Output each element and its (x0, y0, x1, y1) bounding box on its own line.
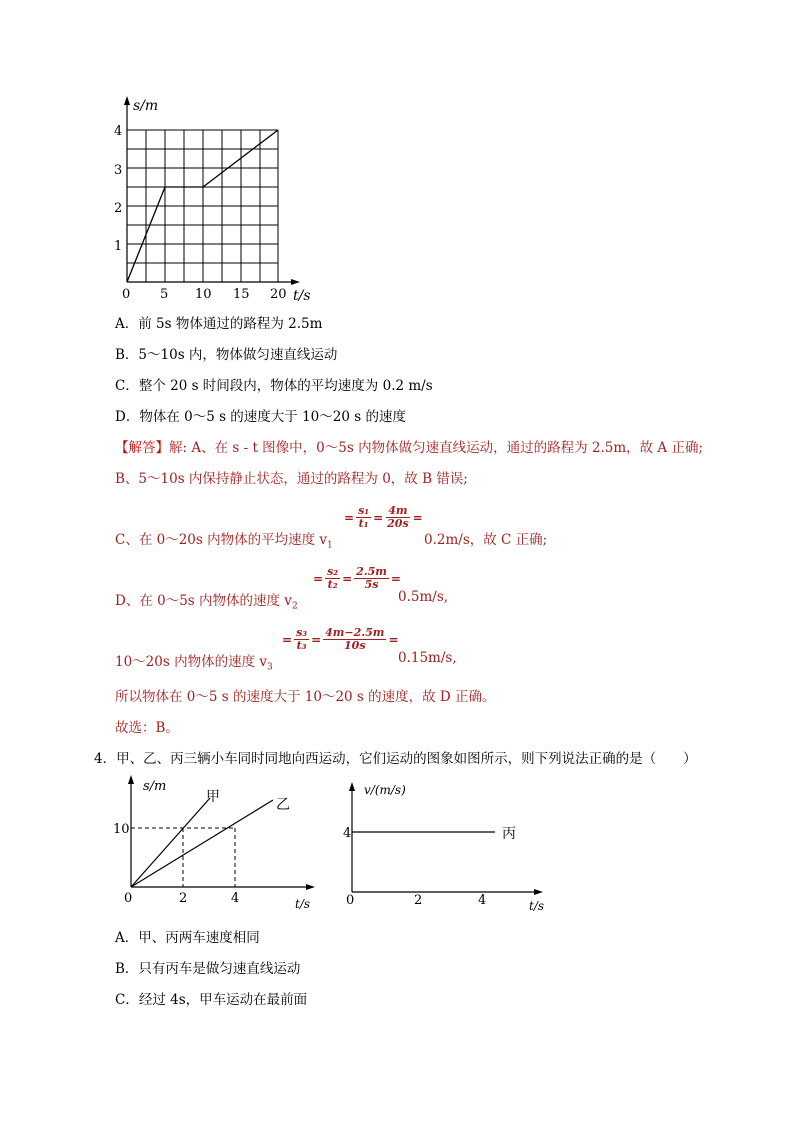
x-axis-label: t/s (295, 897, 311, 911)
x-tick-2: 2 (179, 891, 188, 906)
frac-e-1: $\frac{\text{s₃}}{\text{t₃}}$ (296, 626, 308, 652)
option-a: A．前 5s 物体通过的路程为 2.5m (115, 316, 323, 332)
grid (127, 130, 278, 282)
x-tick-15: 15 (233, 287, 250, 302)
option-d: D．物体在 0～5 s 的速度大于 10～20 s 的速度 (115, 409, 406, 425)
y-tick-1: 1 (114, 239, 123, 254)
frac-d-2: $\frac{2.5m}{5s}$ (356, 565, 387, 591)
line-yi (131, 800, 273, 887)
q4-option-b: B．只有丙车是做匀速直线运动 (115, 961, 301, 977)
y-tick-10: 10 (113, 822, 130, 837)
x-axis-label: t/s (293, 288, 311, 304)
solution-c-result: 0.2m/s，故 C 正确; (424, 532, 548, 548)
x-axis-label: t/s (529, 899, 545, 913)
option-b: B．5～10s 内，物体做匀速直线运动 (115, 347, 338, 363)
x-tick-4: 4 (231, 891, 240, 906)
formula-d: = $\frac{\text{s₂}}{\text{t₂}}$ = $\frac{2.5m}{5s}$ = (313, 565, 401, 591)
question-4-text: 4．甲、乙、丙三辆小车同时同地向西运动，它们运动的图象如图所示，则下列说法正确的是（ ） (94, 751, 697, 767)
solution-line-e (115, 650, 273, 673)
frac-c-2: $\frac{4m}{20s}$ (387, 504, 409, 530)
y-tick-3: 3 (114, 163, 123, 178)
solution-e-sub: 3 (267, 662, 273, 673)
y-tick-2: 2 (114, 201, 123, 216)
option-c: C．整个 20 s 时间段内，物体的平均速度为 0.2 m/s (115, 378, 433, 394)
x-tick-0: 0 (346, 893, 355, 908)
graph-q4-s-t (110, 770, 325, 915)
x-tick-5: 5 (160, 287, 169, 302)
x-tick-4: 4 (478, 893, 487, 908)
y-tick-4: 4 (114, 124, 123, 139)
frac-d-1: $\frac{\text{s₂}}{\text{t₂}}$ (327, 565, 339, 591)
y-tick-4: 4 (343, 826, 352, 841)
solution-e-text: 10～20s 内物体的速度 v (115, 654, 267, 670)
label-yi: 乙 (276, 797, 290, 813)
graph-q4-v-t (330, 770, 550, 915)
solution-line-c (115, 528, 333, 551)
x-tick-0: 0 (124, 891, 133, 906)
y-axis-label: v/(m/s) (364, 783, 406, 797)
solution-e-result: 0.15m/s, (398, 650, 457, 666)
x-tick-0: 0 (122, 287, 131, 302)
x-tick-10: 10 (195, 287, 212, 302)
frac-e-2: $\frac{4m-2.5m}{10s}$ (325, 626, 385, 652)
solution-c-sub: 1 (327, 540, 333, 551)
formula-c: = $\frac{\text{s₁}}{\text{t₁}}$ = $\frac{4m}{20s}$ = (344, 504, 423, 530)
graph-s-t (100, 90, 330, 305)
solution-conclusion: 所以物体在 0～5 s 的速度大于 10～20 s 的速度，故 D 正确。 (115, 689, 496, 705)
line-jia (131, 798, 210, 887)
q4-option-c: C．经过 4s，甲车运动在最前面 (115, 992, 308, 1008)
solution-d-text: D、在 0～5s 内物体的速度 v (115, 593, 292, 609)
solution-d-result: 0.5m/s, (398, 589, 449, 605)
label-jia: 甲 (206, 789, 220, 805)
y-axis-label: s/m (143, 779, 167, 794)
solution-line-d (115, 589, 298, 612)
solution-d-sub: 2 (291, 601, 298, 612)
solution-answer: 故选：B。 (115, 720, 179, 736)
frac-c-1: $\frac{\text{s₁}}{\text{t₁}}$ (358, 504, 370, 530)
solution-tag: 【解答】 (115, 440, 169, 456)
x-tick-2: 2 (414, 893, 423, 908)
q4-option-a: A．甲、丙两车速度相同 (115, 930, 260, 946)
formula-e: = $\frac{\text{s₃}}{\text{t₃}}$ = $\frac{4m-2.5m}{10s}$ = (282, 626, 399, 652)
x-tick-20: 20 (270, 287, 287, 302)
solution-line-2: B、5～10s 内保持静止状态，通过的路程为 0，故 B 错误; (115, 471, 468, 487)
solution-line-1 (115, 436, 703, 456)
label-bing: 丙 (502, 826, 516, 842)
solution-c-text: C、在 0～20s 内物体的平均速度 v (115, 532, 328, 548)
y-axis-label: s/m (133, 98, 159, 114)
solution-text-1: 解: A、在 s - t 图像中，0～5s 内物体做匀速直线运动，通过的路程为 2.5m，故 A 正确; (169, 440, 704, 456)
